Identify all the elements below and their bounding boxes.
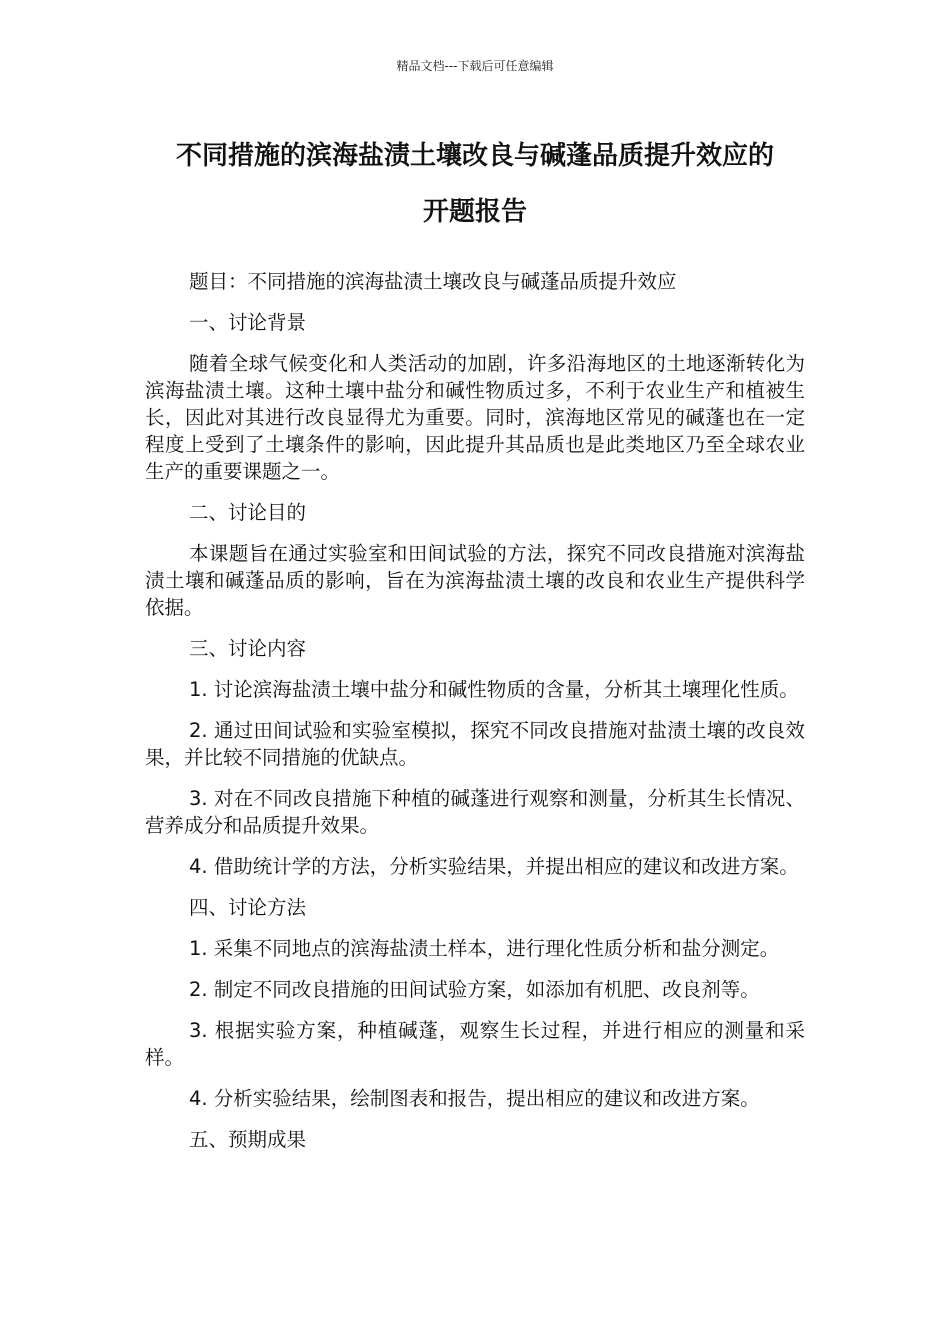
method-item-4: 4. 分析实验结果，绘制图表和报告，提出相应的建议和改进方案。: [189, 1087, 760, 1110]
section-heading-content: 三、讨论内容: [189, 637, 307, 660]
section-heading-expected-results: 五、预期成果: [189, 1128, 307, 1151]
document-title-line-1: 不同措施的滨海盐渍土壤改良与碱蓬品质提升效应的: [175, 141, 774, 171]
page-header-note: 精品文档---下载后可任意编辑: [396, 59, 554, 73]
section-heading-background: 一、讨论背景: [189, 311, 307, 334]
section-heading-purpose: 二、讨论目的: [189, 501, 307, 524]
document-body: [145, 268, 805, 1167]
content-item-4: 4. 借助统计学的方法，分析实验结果，并提出相应的建议和改进方案。: [189, 855, 799, 878]
method-item-2: 2. 制定不同改良措施的田间试验方案，如添加有机肥、改良剂等。: [189, 978, 760, 1001]
document-title-line-2: 开题报告: [422, 197, 527, 227]
topic-line: 题目：不同措施的滨海盐渍土壤改良与碱蓬品质提升效应: [189, 270, 677, 293]
method-item-1: 1. 采集不同地点的滨海盐渍土样本，进行理化性质分析和盐分测定。: [189, 937, 780, 960]
section-heading-method: 四、讨论方法: [189, 896, 307, 919]
section-text-background: 随着全球气候变化和人类活动的加剧，许多沿海地区的土地逐渐转化为滨海盐渍土壤。这种土壤中盐分和碱性物质过多，不利于农业生产和植被生长，因此对其进行改良显得尤为重要。同时，滨海地区常见的碱蓬也在一定程度上受到了土壤条件的影响，因此提升其品质也是此类地区乃至全球农业生产的重要课题之一。: [145, 352, 805, 483]
section-text-purpose: 本课题旨在通过实验室和田间试验的方法，探究不同改良措施对滨海盐渍土壤和碱蓬品质的影响，旨在为滨海盐渍土壤的改良和农业生产提供科学依据。: [145, 542, 805, 619]
content-item-1: 1. 讨论滨海盐渍土壤中盐分和碱性物质的含量，分析其土壤理化性质。: [189, 678, 799, 701]
content-item-3: 3. 对在不同改良措施下种植的碱蓬进行观察和测量，分析其生长情况、营养成分和品质提升效果。: [145, 787, 805, 837]
method-item-3: 3. 根据实验方案，种植碱蓬，观察生长过程，并进行相应的测量和采样。: [145, 1019, 805, 1069]
document-title: [140, 128, 810, 240]
content-item-2: 2. 通过田间试验和实验室模拟，探究不同改良措施对盐渍土壤的改良效果，并比较不同措施的优缺点。: [145, 719, 805, 769]
